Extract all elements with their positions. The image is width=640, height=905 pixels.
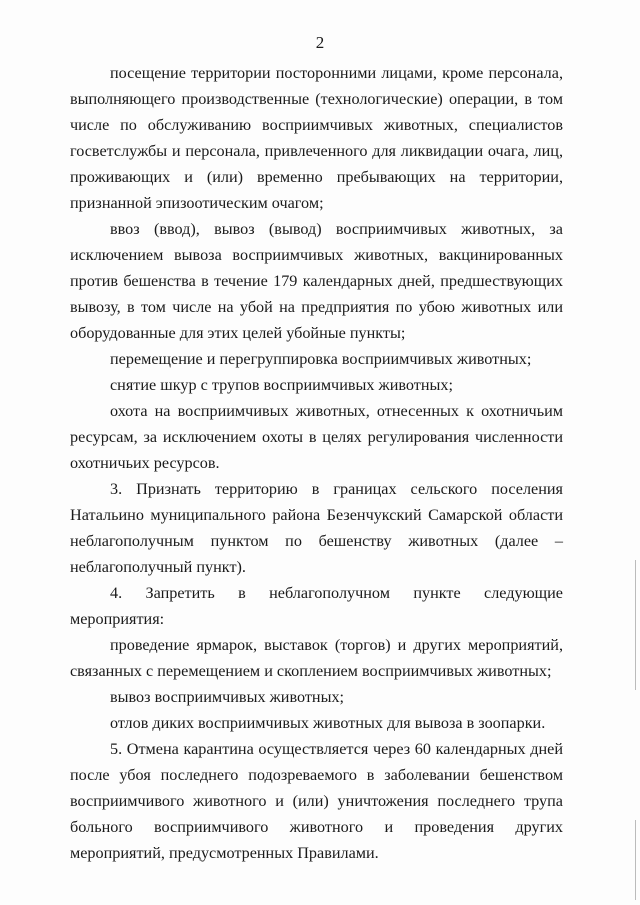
- paragraph-2: ввоз (ввод), вывоз (вывод) восприимчивых животных, за исключением вывоза восприимчивых животных, вакцинированных против бешенства в течение 179 календарных дней, предшествующих вывозу, в том числе на убой на предприятия по убою животных или оборудованные для этих целей убойные пункты;: [70, 220, 563, 342]
- paragraph-6: 3. Признать территорию в границах сельского поселения Натальино муниципального района Безенчукский Самарской области неблагополучным пунктом по бешенству животных (далее – неблагополучный пункт).: [70, 480, 563, 576]
- document-body: [70, 60, 563, 866]
- paragraph-7: 4. Запретить в неблагополучном пункте следующие мероприятия:: [70, 584, 563, 628]
- paragraph-11: 5. Отмена карантина осуществляется через 60 календарных дней после убоя последнего подозреваемого в заболевании бешенством восприимчивого животного и (или) уничтожения последнего трупа больного восприимчивого животного и проведения других мероприятий, предусмотренных Правилами.: [70, 740, 563, 862]
- paragraph-4: снятие шкур с трупов восприимчивых животных;: [110, 376, 453, 394]
- paragraph-9: вывоз восприимчивых животных;: [110, 688, 345, 706]
- scan-edge-artifact: [635, 820, 636, 900]
- paragraph-3: перемещение и перегруппировка восприимчивых животных;: [110, 350, 532, 368]
- page-number: 2: [315, 33, 325, 52]
- paragraph-5: охота на восприимчивых животных, отнесенных к охотничьим ресурсам, за исключением охоты в целях регулирования численности охотничьих ресурсов.: [70, 402, 563, 472]
- scan-edge-artifact: [635, 560, 636, 690]
- paragraph-10: отлов диких восприимчивых животных для вывоза в зоопарки.: [110, 714, 546, 732]
- paragraph-1: посещение территории посторонними лицами, кроме персонала, выполняющего производственные (технологические) операции, в том числе по обслуживанию восприимчивых животных, специалистов госветслужбы и персонала, привлеченного для ликвидации очага, лиц, проживающих и (или) временно пребывающих на территории, признанной эпизоотическим очагом;: [70, 64, 563, 212]
- paragraph-8: проведение ярмарок, выставок (торгов) и других мероприятий, связанных с перемещением и скоплением восприимчивых животных;: [70, 636, 563, 680]
